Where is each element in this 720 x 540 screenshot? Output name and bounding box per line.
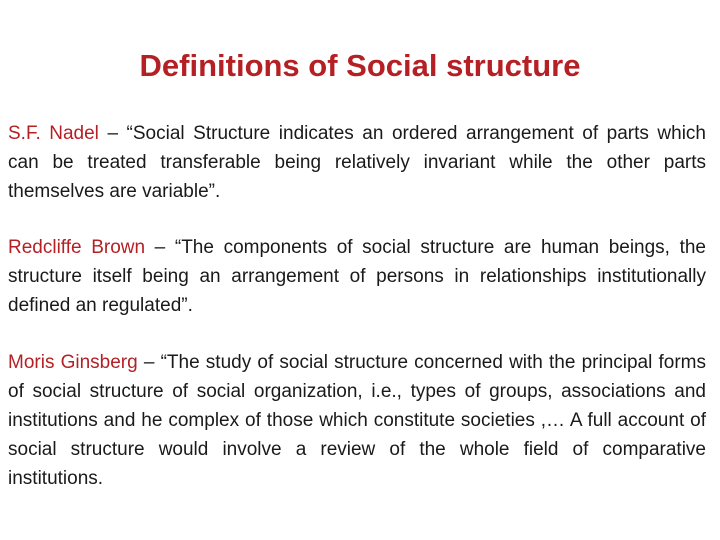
definition-text: – “Social Structure indicates an ordered arrangement of parts which can be treated transferable being relatively invariant while the other parts themselves are variable”. xyxy=(8,123,706,202)
definition-author: Moris Ginsberg xyxy=(8,352,138,373)
definition-author: S.F. Nadel xyxy=(8,123,99,144)
definition-text: – “The study of social structure concerned with the principal forms of social structure of social organization, i.e., types of groups, associations and institutions and he complex of those which constitute societies ,… A full account of social structure would involve a review of the whole field of comparative institutions. xyxy=(8,352,706,489)
definition-brown xyxy=(8,233,706,320)
definition-text: – “The components of social structure are human beings, the structure itself being an arrangement of persons in relationships institutionally defined an regulated”. xyxy=(8,237,706,316)
definition-ginsberg xyxy=(8,348,706,493)
slide-title: Definitions of Social structure xyxy=(139,48,581,83)
definition-nadel xyxy=(8,119,706,206)
definition-author: Redcliffe Brown xyxy=(8,237,146,258)
